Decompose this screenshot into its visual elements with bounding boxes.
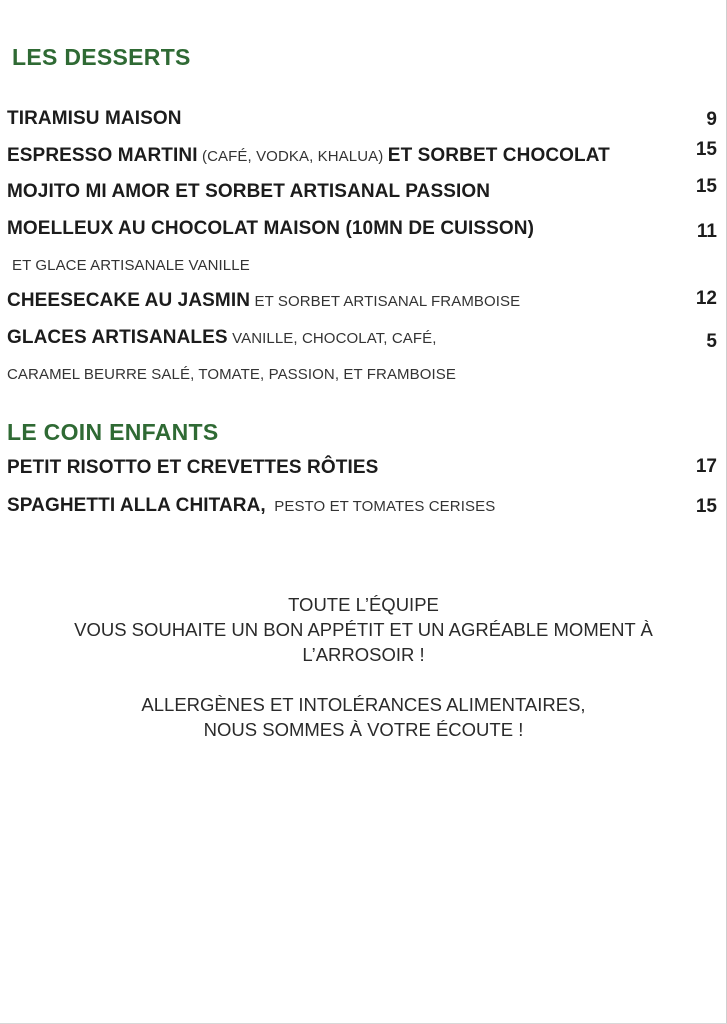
footer-message (0, 592, 727, 667)
desserts-title: LES DESSERTS (12, 44, 191, 70)
menu-item-spaghetti (7, 495, 495, 517)
item-price: 12 (695, 288, 717, 309)
item-description: PESTO ET TOMATES CERISES (274, 498, 496, 515)
footer-allergens (0, 692, 727, 742)
item-name: MOELLEUX AU CHOCOLAT MAISON (10MN DE CUISSON) (7, 218, 535, 239)
menu-item-moelleux-desc (12, 257, 250, 275)
item-description: ET SORBET ARTISANAL FRAMBOISE (254, 293, 521, 310)
item-description-continued: CARAMEL BEURRE SALÉ, TOMATE, PASSION, ET FRAMBOISE (7, 366, 456, 383)
item-name-continued: ET SORBET CHOCOLAT (387, 145, 610, 166)
menu-item-glaces (7, 327, 437, 349)
menu-item-risotto (7, 457, 378, 479)
footer-line: VOUS SOUHAITE UN BON APPÉTIT ET UN AGRÉABLE MOMENT À (74, 619, 653, 640)
menu-item-moelleux (7, 218, 534, 240)
item-name: MOJITO MI AMOR ET SORBET ARTISANAL PASSION (7, 181, 491, 202)
footer-line: L’ARROSOIR ! (302, 644, 425, 665)
kids-title: LE COIN ENFANTS (7, 419, 219, 445)
menu-item-mojito (7, 181, 490, 203)
item-name: SPAGHETTI ALLA CHITARA, (7, 495, 266, 516)
menu-item-cheesecake (7, 290, 520, 312)
item-price: 9 (706, 109, 717, 130)
item-name: PETIT RISOTTO ET CREVETTES RÔTIES (7, 457, 379, 478)
footer-line: NOUS SOMMES À VOTRE ÉCOUTE ! (203, 719, 524, 740)
footer-line: ALLERGÈNES ET INTOLÉRANCES ALIMENTAIRES, (141, 694, 586, 715)
item-price: 17 (695, 456, 717, 477)
item-name: ESPRESSO MARTINI (7, 145, 198, 166)
menu-item-glaces-desc (7, 366, 456, 384)
item-price: 11 (696, 221, 717, 242)
menu-item-tiramisu (7, 108, 182, 130)
item-name: CHEESECAKE AU JASMIN (7, 290, 251, 311)
item-description: VANILLE, CHOCOLAT, CAFÉ, (232, 330, 437, 347)
menu-item-espresso-martini (7, 145, 610, 167)
item-price: 15 (695, 176, 717, 197)
item-price: 5 (706, 331, 717, 352)
item-name: TIRAMISU MAISON (7, 108, 182, 129)
item-name: GLACES ARTISANALES (7, 327, 228, 348)
item-description: ET GLACE ARTISANALE VANILLE (12, 257, 250, 274)
item-description: (CAFÉ, VODKA, KHALUA) (202, 148, 384, 165)
item-price: 15 (695, 496, 717, 517)
footer-line: TOUTE L’ÉQUIPE (288, 594, 439, 615)
item-price: 15 (695, 139, 717, 160)
